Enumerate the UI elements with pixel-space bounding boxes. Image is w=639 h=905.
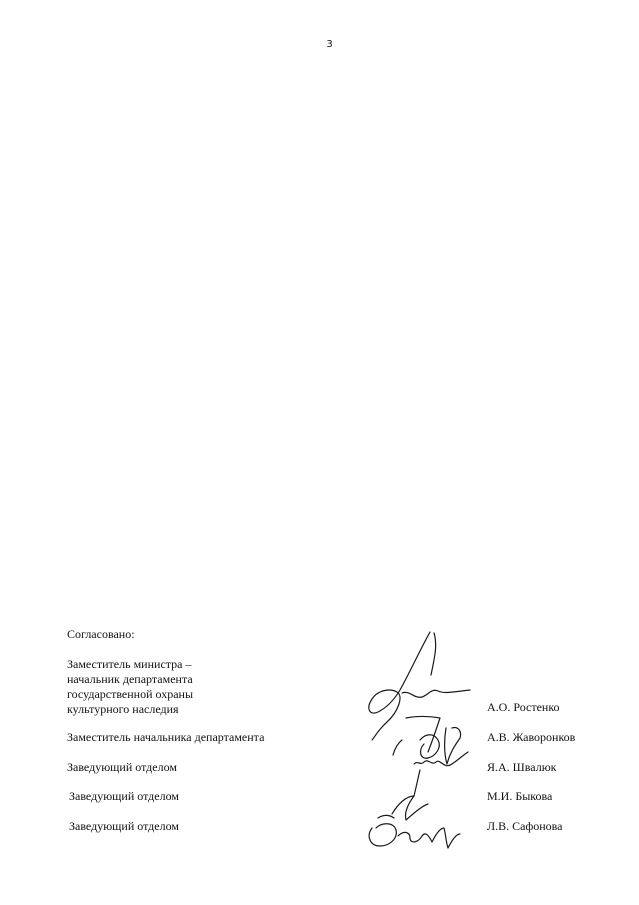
signatory-position: Заведующий отделом xyxy=(69,789,179,803)
signatory-name: М.И. Быкова xyxy=(487,789,553,803)
signatory-position: Заместитель министра – начальник департамента государственной охраны культурного наследия xyxy=(67,657,194,716)
signatory-position: Заведующий отделом xyxy=(67,760,177,774)
page-number: 3 xyxy=(326,39,333,50)
handwritten-signature-3 xyxy=(369,796,460,848)
signatory-name: А.В. Жаворонков xyxy=(487,730,576,744)
approval-heading: Согласовано: xyxy=(67,627,135,641)
signatory-name: Л.В. Сафонова xyxy=(487,819,563,833)
signatory-name: Я.А. Швалюк xyxy=(487,760,557,774)
handwritten-signature-1 xyxy=(369,632,470,740)
signatory-position: Заместитель начальника департамента xyxy=(67,730,265,744)
signatory-position: Заведующий отделом xyxy=(69,819,179,833)
handwritten-signature-2 xyxy=(393,717,468,797)
signatory-name: А.О. Ростенко xyxy=(487,700,560,714)
